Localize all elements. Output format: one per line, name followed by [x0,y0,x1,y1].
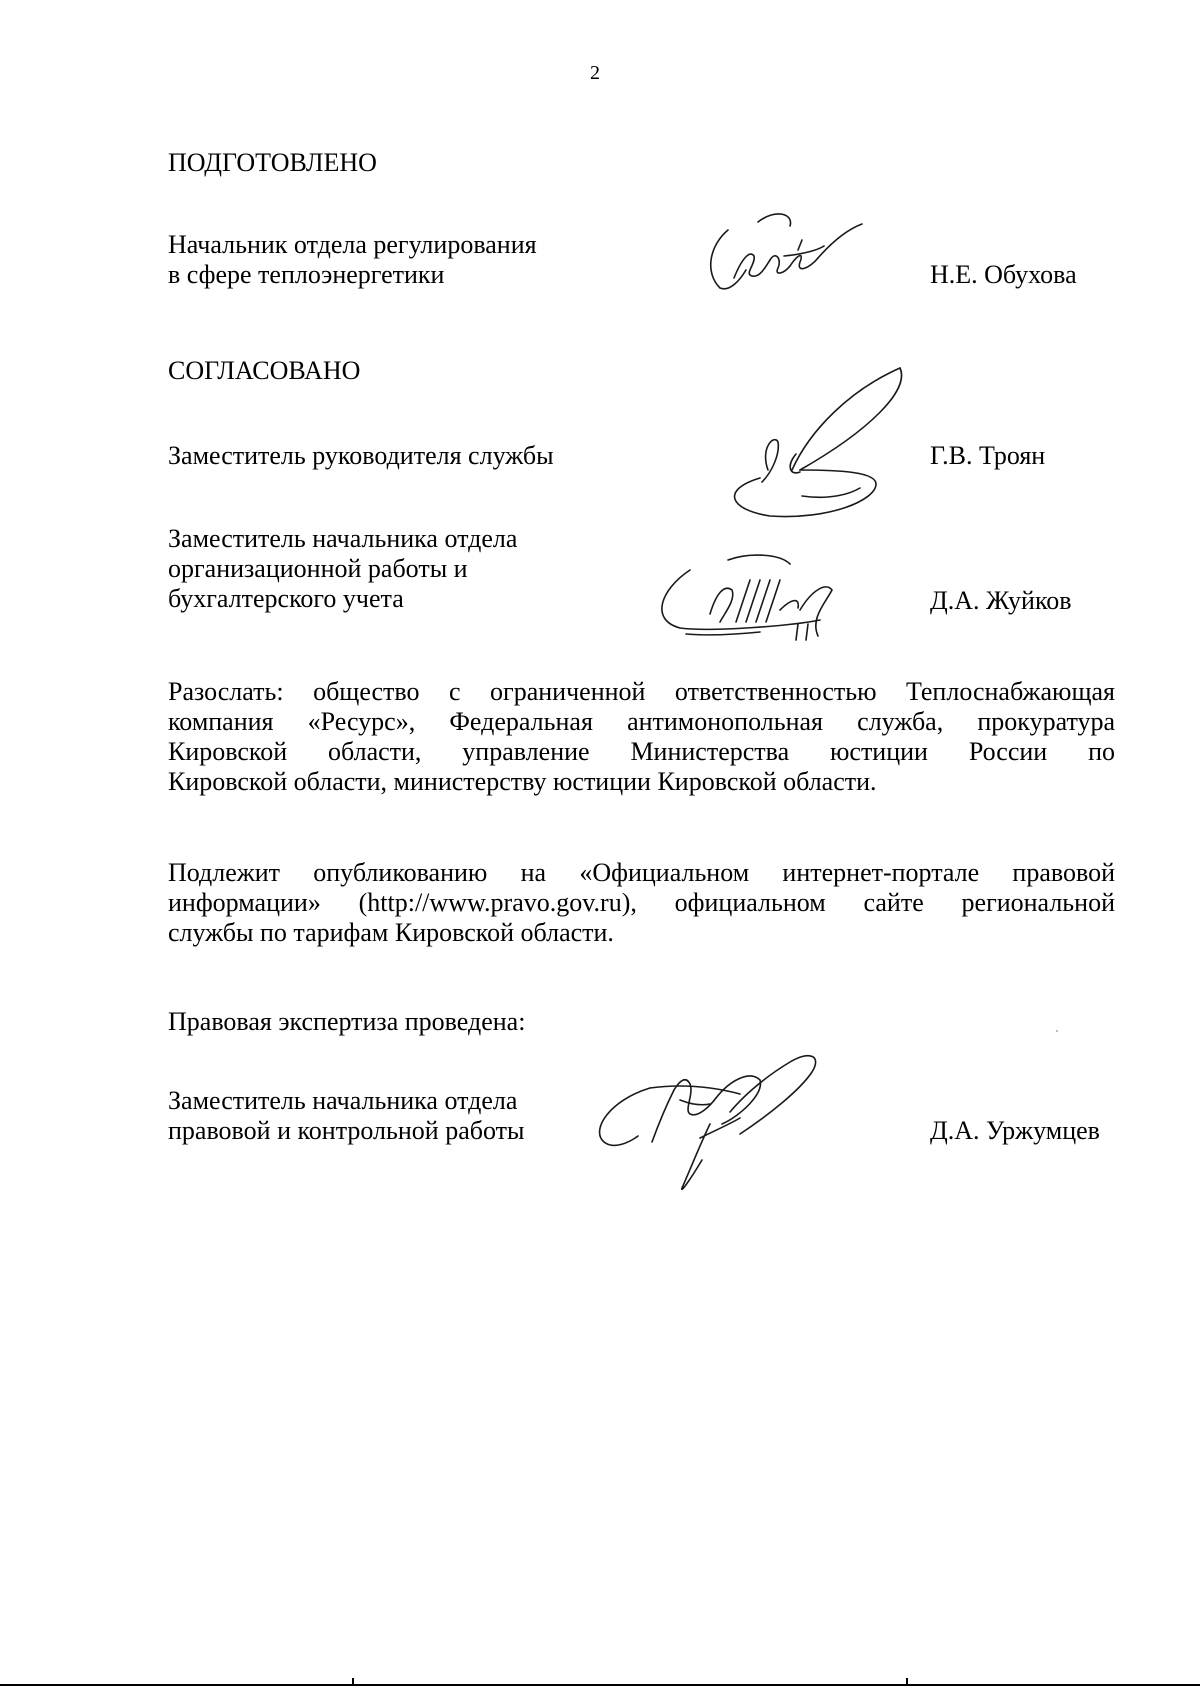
distribution-line: компания «Ресурс», Федеральная антимонопольная служба, прокуратура [168,707,1115,736]
position-line: Заместитель начальника отдела [168,524,518,553]
signature-urzhumtsev [590,1050,850,1190]
signature-troyan [700,360,920,530]
agreed-name-2: Д.А. Жуйков [930,586,1072,615]
position-line: Начальник отдела регулирования [168,230,537,259]
agreed-heading: СОГЛАСОВАНО [168,356,361,385]
position-line: Заместитель начальника отдела [168,1086,518,1115]
position-line: организационной работы и [168,554,468,583]
position-line: правовой и контрольной работы [168,1116,525,1145]
publication-line: Подлежит опубликованию на «Официальном интернет-портале правовой [168,858,1115,887]
position-line: в сфере теплоэнергетики [168,260,445,289]
signature-obukhova [700,200,870,300]
legal-review-name: Д.А. Уржумцев [930,1116,1100,1145]
word: юстиции [829,737,928,766]
word: Кировской [168,737,288,766]
prepared-position [168,230,537,290]
distribution-line: Разослать: общество с ограниченной ответственностью Теплоснабжающая [168,677,1115,706]
word: области, [328,737,422,766]
publication-line: службы по тарифам Кировской области. [168,918,614,947]
bottom-tick [906,1678,908,1686]
publication-line: информации» (http://www.pravo.gov.ru), официальном сайте региональной [168,888,1115,917]
signature-zhuykov [650,550,880,650]
publication-paragraph [168,858,1115,948]
word: Министерства [630,737,790,766]
word: по [1088,737,1115,766]
legal-review-heading: Правовая экспертиза проведена: [168,1007,526,1036]
scan-speck [1056,1030,1058,1032]
page-number: 2 [590,62,600,84]
distribution-line: Кировской области, министерству юстиции Кировской области. [168,767,877,796]
prepared-heading: ПОДГОТОВЛЕНО [168,148,377,177]
bottom-tick [352,1678,354,1686]
legal-review-position [168,1086,524,1146]
position-line: бухгалтерского учета [168,584,404,613]
agreed-name-1: Г.В. Троян [930,441,1046,470]
word: управление [462,737,590,766]
distribution-line [168,737,1115,767]
prepared-name: Н.Е. Обухова [930,260,1077,289]
bottom-edge-line [0,1684,1200,1686]
agreed-position-1 [168,441,554,471]
word: России [968,737,1048,766]
agreed-position-2 [168,524,517,614]
position-line: Заместитель руководителя службы [168,441,554,470]
distribution-paragraph [168,677,1115,797]
